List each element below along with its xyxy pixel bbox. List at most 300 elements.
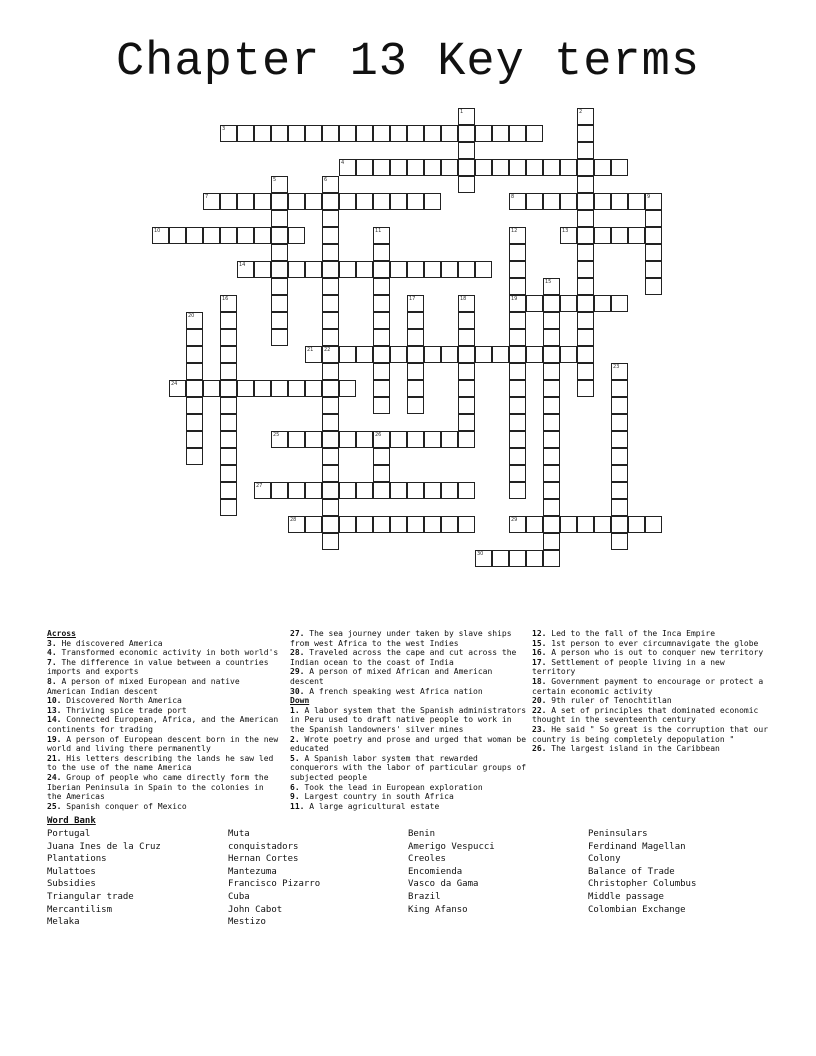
grid-cell[interactable]	[288, 227, 305, 244]
grid-cell[interactable]	[424, 261, 441, 278]
grid-cell[interactable]	[271, 380, 288, 397]
grid-cell[interactable]	[390, 482, 407, 499]
grid-cell[interactable]	[356, 482, 373, 499]
grid-cell[interactable]	[305, 125, 322, 142]
grid-cell[interactable]	[424, 159, 441, 176]
grid-cell[interactable]	[509, 159, 526, 176]
grid-cell[interactable]	[322, 380, 339, 397]
grid-cell[interactable]	[543, 278, 560, 295]
grid-cell[interactable]	[611, 380, 628, 397]
grid-cell[interactable]	[305, 193, 322, 210]
grid-cell[interactable]	[458, 261, 475, 278]
grid-cell[interactable]	[203, 227, 220, 244]
grid-cell[interactable]	[305, 261, 322, 278]
grid-cell[interactable]	[390, 261, 407, 278]
grid-cell[interactable]	[407, 261, 424, 278]
grid-cell[interactable]	[526, 516, 543, 533]
grid-cell[interactable]	[407, 346, 424, 363]
grid-cell[interactable]	[322, 329, 339, 346]
grid-cell[interactable]	[356, 159, 373, 176]
grid-cell[interactable]	[509, 227, 526, 244]
grid-cell[interactable]	[543, 312, 560, 329]
grid-cell[interactable]	[407, 295, 424, 312]
grid-cell[interactable]	[424, 346, 441, 363]
grid-cell[interactable]	[645, 210, 662, 227]
grid-cell[interactable]	[339, 380, 356, 397]
grid-cell[interactable]	[424, 193, 441, 210]
grid-cell[interactable]	[492, 159, 509, 176]
grid-cell[interactable]	[373, 193, 390, 210]
grid-cell[interactable]	[322, 261, 339, 278]
grid-cell[interactable]	[645, 278, 662, 295]
grid-cell[interactable]	[611, 193, 628, 210]
grid-cell[interactable]	[543, 431, 560, 448]
grid-cell[interactable]	[305, 482, 322, 499]
grid-cell[interactable]	[611, 431, 628, 448]
grid-cell[interactable]	[526, 159, 543, 176]
grid-cell[interactable]	[220, 227, 237, 244]
grid-cell[interactable]	[475, 346, 492, 363]
grid-cell[interactable]	[611, 397, 628, 414]
grid-cell[interactable]	[288, 516, 305, 533]
grid-cell[interactable]	[577, 516, 594, 533]
grid-cell[interactable]	[220, 363, 237, 380]
grid-cell[interactable]	[543, 193, 560, 210]
grid-cell[interactable]	[543, 329, 560, 346]
grid-cell[interactable]	[577, 278, 594, 295]
grid-cell[interactable]	[611, 295, 628, 312]
grid-cell[interactable]	[254, 227, 271, 244]
grid-cell[interactable]	[475, 550, 492, 567]
grid-cell[interactable]	[560, 346, 577, 363]
grid-cell[interactable]	[322, 363, 339, 380]
grid-cell[interactable]	[237, 227, 254, 244]
grid-cell[interactable]	[509, 448, 526, 465]
grid-cell[interactable]	[339, 125, 356, 142]
grid-cell[interactable]	[220, 193, 237, 210]
grid-cell[interactable]	[577, 142, 594, 159]
grid-cell[interactable]	[237, 261, 254, 278]
grid-cell[interactable]	[628, 516, 645, 533]
grid-cell[interactable]	[186, 397, 203, 414]
grid-cell[interactable]	[458, 516, 475, 533]
grid-cell[interactable]	[220, 499, 237, 516]
grid-cell[interactable]	[441, 431, 458, 448]
grid-cell[interactable]	[441, 482, 458, 499]
grid-cell[interactable]	[322, 125, 339, 142]
grid-cell[interactable]	[543, 346, 560, 363]
grid-cell[interactable]	[322, 516, 339, 533]
grid-cell[interactable]	[220, 431, 237, 448]
grid-cell[interactable]	[611, 414, 628, 431]
grid-cell[interactable]	[407, 482, 424, 499]
grid-cell[interactable]	[458, 414, 475, 431]
grid-cell[interactable]	[373, 482, 390, 499]
grid-cell[interactable]	[543, 414, 560, 431]
grid-cell[interactable]	[543, 295, 560, 312]
grid-cell[interactable]	[322, 295, 339, 312]
grid-cell[interactable]	[373, 295, 390, 312]
grid-cell[interactable]	[305, 516, 322, 533]
grid-cell[interactable]	[628, 193, 645, 210]
grid-cell[interactable]	[322, 482, 339, 499]
grid-cell[interactable]	[543, 516, 560, 533]
grid-cell[interactable]	[339, 159, 356, 176]
grid-cell[interactable]	[356, 125, 373, 142]
grid-cell[interactable]	[611, 533, 628, 550]
grid-cell[interactable]	[305, 380, 322, 397]
grid-cell[interactable]	[390, 125, 407, 142]
grid-cell[interactable]	[356, 261, 373, 278]
grid-cell[interactable]	[186, 380, 203, 397]
grid-cell[interactable]	[509, 261, 526, 278]
grid-cell[interactable]	[220, 295, 237, 312]
grid-cell[interactable]	[560, 193, 577, 210]
grid-cell[interactable]	[543, 380, 560, 397]
grid-cell[interactable]	[543, 159, 560, 176]
grid-cell[interactable]	[441, 516, 458, 533]
grid-cell[interactable]	[407, 397, 424, 414]
grid-cell[interactable]	[356, 193, 373, 210]
grid-cell[interactable]	[288, 193, 305, 210]
grid-cell[interactable]	[594, 227, 611, 244]
grid-cell[interactable]	[526, 346, 543, 363]
grid-cell[interactable]	[645, 261, 662, 278]
grid-cell[interactable]	[322, 244, 339, 261]
grid-cell[interactable]	[390, 159, 407, 176]
grid-cell[interactable]	[577, 363, 594, 380]
grid-cell[interactable]	[543, 550, 560, 567]
grid-cell[interactable]	[373, 329, 390, 346]
grid-cell[interactable]	[271, 176, 288, 193]
grid-cell[interactable]	[339, 482, 356, 499]
grid-cell[interactable]	[560, 516, 577, 533]
grid-cell[interactable]	[254, 380, 271, 397]
grid-cell[interactable]	[526, 295, 543, 312]
grid-cell[interactable]	[509, 329, 526, 346]
grid-cell[interactable]	[322, 448, 339, 465]
grid-cell[interactable]	[475, 125, 492, 142]
grid-cell[interactable]	[339, 346, 356, 363]
grid-cell[interactable]	[492, 125, 509, 142]
grid-cell[interactable]	[577, 295, 594, 312]
grid-cell[interactable]	[220, 414, 237, 431]
grid-cell[interactable]	[543, 397, 560, 414]
grid-cell[interactable]	[186, 431, 203, 448]
grid-cell[interactable]	[645, 227, 662, 244]
grid-cell[interactable]	[186, 312, 203, 329]
grid-cell[interactable]	[424, 431, 441, 448]
grid-cell[interactable]	[509, 550, 526, 567]
grid-cell[interactable]	[645, 516, 662, 533]
grid-cell[interactable]	[390, 346, 407, 363]
grid-cell[interactable]	[322, 533, 339, 550]
grid-cell[interactable]	[373, 278, 390, 295]
grid-cell[interactable]	[407, 363, 424, 380]
grid-cell[interactable]	[475, 261, 492, 278]
grid-cell[interactable]	[458, 159, 475, 176]
grid-cell[interactable]	[271, 244, 288, 261]
grid-cell[interactable]	[186, 329, 203, 346]
grid-cell[interactable]	[220, 312, 237, 329]
grid-cell[interactable]	[271, 295, 288, 312]
grid-cell[interactable]	[339, 516, 356, 533]
grid-cell[interactable]	[288, 431, 305, 448]
grid-cell[interactable]	[186, 448, 203, 465]
grid-cell[interactable]	[458, 176, 475, 193]
grid-cell[interactable]	[458, 346, 475, 363]
grid-cell[interactable]	[645, 193, 662, 210]
grid-cell[interactable]	[322, 176, 339, 193]
grid-cell[interactable]	[288, 482, 305, 499]
grid-cell[interactable]	[458, 397, 475, 414]
grid-cell[interactable]	[424, 482, 441, 499]
grid-cell[interactable]	[356, 431, 373, 448]
grid-cell[interactable]	[373, 448, 390, 465]
grid-cell[interactable]	[543, 533, 560, 550]
grid-cell[interactable]	[645, 244, 662, 261]
grid-cell[interactable]	[254, 261, 271, 278]
grid-cell[interactable]	[339, 431, 356, 448]
grid-cell[interactable]	[220, 125, 237, 142]
grid-cell[interactable]	[577, 159, 594, 176]
grid-cell[interactable]	[543, 465, 560, 482]
grid-cell[interactable]	[577, 380, 594, 397]
grid-cell[interactable]	[509, 295, 526, 312]
grid-cell[interactable]	[373, 431, 390, 448]
grid-cell[interactable]	[322, 278, 339, 295]
grid-cell[interactable]	[424, 125, 441, 142]
grid-cell[interactable]	[509, 125, 526, 142]
grid-cell[interactable]	[322, 397, 339, 414]
grid-cell[interactable]	[509, 380, 526, 397]
grid-cell[interactable]	[373, 363, 390, 380]
grid-cell[interactable]	[458, 108, 475, 125]
grid-cell[interactable]	[458, 312, 475, 329]
grid-cell[interactable]	[373, 261, 390, 278]
grid-cell[interactable]	[356, 346, 373, 363]
grid-cell[interactable]	[271, 329, 288, 346]
grid-cell[interactable]	[577, 210, 594, 227]
grid-cell[interactable]	[305, 346, 322, 363]
grid-cell[interactable]	[407, 159, 424, 176]
grid-cell[interactable]	[458, 482, 475, 499]
grid-cell[interactable]	[526, 550, 543, 567]
grid-cell[interactable]	[543, 499, 560, 516]
grid-cell[interactable]	[509, 278, 526, 295]
grid-cell[interactable]	[322, 227, 339, 244]
grid-cell[interactable]	[373, 125, 390, 142]
grid-cell[interactable]	[373, 312, 390, 329]
grid-cell[interactable]	[186, 414, 203, 431]
grid-cell[interactable]	[509, 516, 526, 533]
grid-cell[interactable]	[322, 431, 339, 448]
grid-cell[interactable]	[509, 312, 526, 329]
grid-cell[interactable]	[322, 465, 339, 482]
grid-cell[interactable]	[577, 261, 594, 278]
grid-cell[interactable]	[492, 550, 509, 567]
grid-cell[interactable]	[611, 482, 628, 499]
grid-cell[interactable]	[203, 193, 220, 210]
grid-cell[interactable]	[509, 397, 526, 414]
grid-cell[interactable]	[220, 397, 237, 414]
grid-cell[interactable]	[543, 448, 560, 465]
grid-cell[interactable]	[560, 295, 577, 312]
grid-cell[interactable]	[237, 380, 254, 397]
grid-cell[interactable]	[373, 346, 390, 363]
grid-cell[interactable]	[509, 346, 526, 363]
grid-cell[interactable]	[475, 159, 492, 176]
word-bank-item: Subsidies	[47, 879, 96, 890]
grid-cell[interactable]	[611, 227, 628, 244]
grid-cell[interactable]	[152, 227, 169, 244]
grid-cell[interactable]	[288, 261, 305, 278]
grid-cell[interactable]	[373, 516, 390, 533]
grid-cell[interactable]	[373, 159, 390, 176]
grid-cell[interactable]	[509, 244, 526, 261]
grid-cell[interactable]	[594, 159, 611, 176]
grid-cell[interactable]	[458, 295, 475, 312]
grid-cell[interactable]	[611, 499, 628, 516]
grid-cell[interactable]	[186, 346, 203, 363]
grid-cell[interactable]	[577, 329, 594, 346]
grid-cell[interactable]	[271, 278, 288, 295]
grid-cell[interactable]	[220, 380, 237, 397]
grid-cell[interactable]	[373, 244, 390, 261]
grid-cell[interactable]	[271, 431, 288, 448]
grid-cell[interactable]	[611, 516, 628, 533]
grid-cell[interactable]	[611, 159, 628, 176]
grid-cell[interactable]	[254, 193, 271, 210]
grid-cell[interactable]	[407, 431, 424, 448]
grid-cell[interactable]	[237, 125, 254, 142]
grid-cell[interactable]	[407, 380, 424, 397]
grid-cell[interactable]	[407, 193, 424, 210]
grid-cell[interactable]	[271, 210, 288, 227]
grid-cell[interactable]	[407, 312, 424, 329]
grid-cell[interactable]	[288, 380, 305, 397]
grid-cell[interactable]	[373, 397, 390, 414]
grid-cell[interactable]	[458, 142, 475, 159]
grid-cell[interactable]	[458, 329, 475, 346]
grid-cell[interactable]	[577, 244, 594, 261]
grid-cell[interactable]	[560, 227, 577, 244]
grid-cell[interactable]	[577, 125, 594, 142]
clue-number: 29	[511, 517, 518, 523]
grid-cell[interactable]	[322, 499, 339, 516]
grid-cell[interactable]	[458, 431, 475, 448]
grid-cell[interactable]	[237, 193, 254, 210]
grid-cell[interactable]	[407, 329, 424, 346]
grid-cell[interactable]	[271, 482, 288, 499]
clue-item	[532, 677, 768, 696]
grid-cell[interactable]	[543, 482, 560, 499]
grid-cell[interactable]	[271, 193, 288, 210]
grid-cell[interactable]	[356, 516, 373, 533]
grid-cell[interactable]	[611, 448, 628, 465]
grid-cell[interactable]	[441, 159, 458, 176]
grid-cell[interactable]	[594, 193, 611, 210]
grid-cell[interactable]	[220, 482, 237, 499]
grid-cell[interactable]	[169, 380, 186, 397]
grid-cell[interactable]	[458, 363, 475, 380]
grid-cell[interactable]	[254, 125, 271, 142]
grid-cell[interactable]	[509, 482, 526, 499]
grid-cell[interactable]	[271, 312, 288, 329]
grid-cell[interactable]	[271, 261, 288, 278]
grid-cell[interactable]	[577, 108, 594, 125]
grid-cell[interactable]	[322, 414, 339, 431]
grid-cell[interactable]	[322, 210, 339, 227]
grid-cell[interactable]	[186, 363, 203, 380]
grid-cell[interactable]	[390, 516, 407, 533]
grid-cell[interactable]	[254, 482, 271, 499]
grid-cell[interactable]	[492, 346, 509, 363]
grid-cell[interactable]	[509, 465, 526, 482]
grid-cell[interactable]	[390, 431, 407, 448]
grid-cell[interactable]	[441, 125, 458, 142]
grid-cell[interactable]	[424, 516, 441, 533]
grid-cell[interactable]	[526, 193, 543, 210]
grid-cell[interactable]	[339, 193, 356, 210]
grid-cell[interactable]	[271, 125, 288, 142]
grid-cell[interactable]	[288, 125, 305, 142]
grid-cell[interactable]	[169, 227, 186, 244]
grid-cell[interactable]	[339, 261, 356, 278]
grid-cell[interactable]	[509, 431, 526, 448]
grid-cell[interactable]	[186, 227, 203, 244]
grid-cell[interactable]	[441, 346, 458, 363]
grid-cell[interactable]	[305, 431, 322, 448]
grid-cell[interactable]	[407, 125, 424, 142]
grid-cell[interactable]	[220, 448, 237, 465]
grid-cell[interactable]	[203, 380, 220, 397]
grid-cell[interactable]	[220, 346, 237, 363]
grid-cell[interactable]	[220, 329, 237, 346]
grid-cell[interactable]	[271, 227, 288, 244]
grid-cell[interactable]	[390, 193, 407, 210]
grid-cell[interactable]	[220, 465, 237, 482]
grid-cell[interactable]	[577, 346, 594, 363]
grid-cell[interactable]	[322, 312, 339, 329]
grid-cell[interactable]	[407, 516, 424, 533]
grid-cell[interactable]	[577, 227, 594, 244]
grid-cell[interactable]	[577, 176, 594, 193]
grid-cell[interactable]	[526, 125, 543, 142]
grid-cell[interactable]	[373, 227, 390, 244]
grid-cell[interactable]	[594, 516, 611, 533]
grid-cell[interactable]	[509, 414, 526, 431]
grid-cell[interactable]	[577, 193, 594, 210]
grid-cell[interactable]	[373, 465, 390, 482]
grid-cell[interactable]	[611, 363, 628, 380]
grid-cell[interactable]	[509, 363, 526, 380]
grid-cell[interactable]	[577, 312, 594, 329]
grid-cell[interactable]	[458, 380, 475, 397]
grid-cell[interactable]	[373, 380, 390, 397]
grid-cell[interactable]	[441, 261, 458, 278]
word-bank-item: Mestizo	[228, 917, 266, 928]
grid-cell[interactable]	[509, 193, 526, 210]
grid-cell[interactable]	[594, 295, 611, 312]
grid-cell[interactable]	[611, 465, 628, 482]
grid-cell[interactable]	[322, 193, 339, 210]
grid-cell[interactable]	[628, 227, 645, 244]
grid-cell[interactable]	[458, 125, 475, 142]
grid-cell[interactable]	[543, 363, 560, 380]
grid-cell[interactable]	[560, 159, 577, 176]
grid-cell[interactable]	[322, 346, 339, 363]
